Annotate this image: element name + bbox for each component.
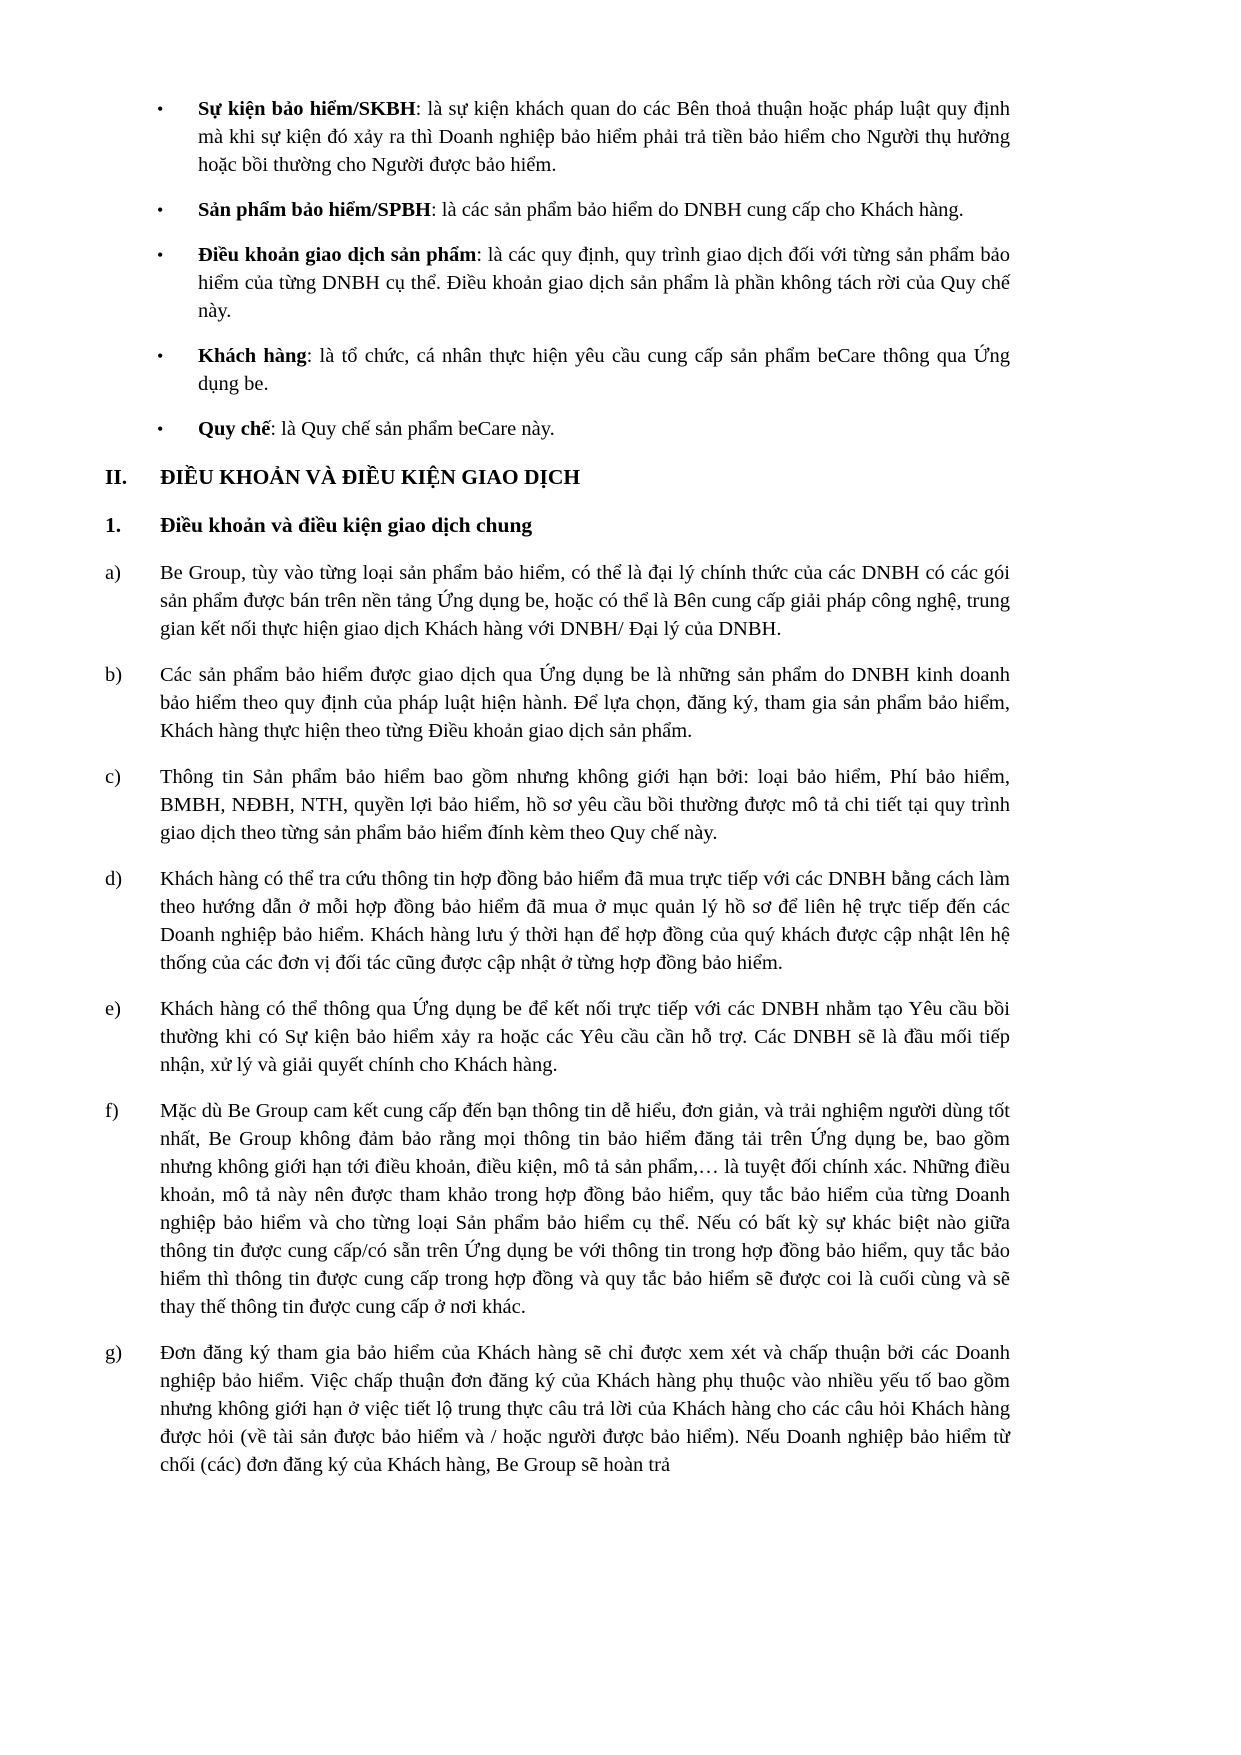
section-number: II. bbox=[105, 465, 128, 489]
clause-label: a) bbox=[105, 562, 121, 584]
clause-item-d bbox=[105, 865, 1010, 977]
clause-item-b bbox=[105, 661, 1010, 745]
definition-text: : là tổ chức, cá nhân thực hiện yêu cầu cung cấp sản phẩm beCare thông qua Ứng dụng be. bbox=[198, 345, 1010, 395]
subsection-heading bbox=[105, 511, 1010, 539]
definition-item-khach-hang bbox=[105, 342, 1010, 398]
subsection-title: Điều khoản và điều kiện giao dịch chung bbox=[160, 513, 533, 537]
definition-text: : là các quy định, quy trình giao dịch đối với từng sản phẩm bảo hiểm của từng DNBH cụ thể. Điều khoản giao dịch sản phẩm là phần không tách rời của Quy chế này. bbox=[198, 244, 1010, 322]
clause-item-a bbox=[105, 559, 1010, 643]
clause-text: Đơn đăng ký tham gia bảo hiểm của Khách hàng sẽ chỉ được xem xét và chấp thuận bởi các Doanh nghiệp bảo hiểm. Việc chấp thuận đơn đăng ký của Khách hàng phụ thuộc vào nhiều yếu tố bao gồm nhưng không giới hạn ở việc tiết lộ trung thực câu trả lời của Khách hàng cho các câu hỏi Khách hàng được hỏi (về tài sản được bảo hiểm và / hoặc người được bảo hiểm). Nếu Doanh nghiệp bảo hiểm từ chối (các) đơn đăng ký của Khách hàng, Be Group sẽ hoàn trả bbox=[160, 1342, 1010, 1476]
clause-label: g) bbox=[105, 1342, 123, 1364]
definition-term: Điều khoản giao dịch sản phẩm bbox=[198, 244, 477, 266]
document-content bbox=[105, 95, 1010, 1479]
clause-text: Khách hàng có thể thông qua Ứng dụng be để kết nối trực tiếp với các DNBH nhằm tạo Yêu cầu bồi thường khi có Sự kiện bảo hiểm xảy ra hoặc các Yêu cầu cần hỗ trợ. Các DNBH sẽ là đầu mối tiếp nhận, xử lý và giải quyết chính cho Khách hàng. bbox=[160, 998, 1010, 1076]
clause-text: Các sản phẩm bảo hiểm được giao dịch qua Ứng dụng be là những sản phẩm do DNBH kinh doanh bảo hiểm theo quy định của pháp luật hiện hành. Để lựa chọn, đăng ký, tham gia sản phẩm bảo hiểm, Khách hàng thực hiện theo từng Điều khoản giao dịch sản phẩm. bbox=[160, 664, 1010, 742]
bullet-icon: • bbox=[157, 419, 164, 439]
definition-item-quy-che bbox=[105, 415, 1010, 443]
definition-text: : là Quy chế sản phẩm beCare này. bbox=[270, 418, 555, 440]
clause-item-f bbox=[105, 1097, 1010, 1321]
clause-label: c) bbox=[105, 766, 121, 788]
clause-label: f) bbox=[105, 1100, 119, 1122]
bullet-icon: • bbox=[157, 245, 164, 265]
clause-text: Thông tin Sản phẩm bảo hiểm bao gồm nhưng không giới hạn bởi: loại bảo hiểm, Phí bảo hiểm, BMBH, NĐBH, NTH, quyền lợi bảo hiểm, hồ sơ yêu cầu bồi thường được mô tả chi tiết tại quy trình giao dịch theo từng sản phẩm bảo hiểm đính kèm theo Quy chế này. bbox=[160, 766, 1010, 844]
definition-term: Sản phẩm bảo hiểm/SPBH bbox=[198, 199, 431, 221]
definition-term: Quy chế bbox=[198, 418, 271, 440]
clause-label: d) bbox=[105, 868, 123, 890]
clause-item-g bbox=[105, 1339, 1010, 1479]
definition-term: Sự kiện bảo hiểm/SKBH bbox=[198, 98, 416, 120]
clause-label: e) bbox=[105, 998, 121, 1020]
definition-item-skbh bbox=[105, 95, 1010, 179]
clause-text: Khách hàng có thể tra cứu thông tin hợp đồng bảo hiểm đã mua trực tiếp với các DNBH bằng cách làm theo hướng dẫn ở mỗi hợp đồng bảo hiểm đã mua ở mục quản lý hồ sơ để liên hệ trực tiếp đến các Doanh nghiệp bảo hiểm. Khách hàng lưu ý thời hạn để hợp đồng của quý khách được cập nhật lên hệ thống của các đơn vị đối tác cũng được cập nhật ở từng hợp đồng bảo hiểm. bbox=[160, 868, 1010, 974]
definition-item-spbh bbox=[105, 196, 1010, 224]
bullet-icon: • bbox=[157, 346, 164, 366]
definition-text: : là sự kiện khách quan do các Bên thoả thuận hoặc pháp luật quy định mà khi sự kiện đó xảy ra thì Doanh nghiệp bảo hiểm phải trả tiền bảo hiểm cho Người thụ hưởng hoặc bồi thường cho Người được bảo hiểm. bbox=[198, 98, 1011, 176]
clause-item-e bbox=[105, 995, 1010, 1079]
bullet-icon: • bbox=[157, 99, 164, 119]
section-heading bbox=[105, 463, 1010, 491]
clause-text: Be Group, tùy vào từng loại sản phẩm bảo hiểm, có thể là đại lý chính thức của các DNBH có các gói sản phẩm được bán trên nền tảng Ứng dụng be, hoặc có thể là Bên cung cấp giải pháp công nghệ, trung gian kết nối thực hiện giao dịch Khách hàng với DNBH/ Đại lý của DNBH. bbox=[160, 562, 1010, 640]
clause-item-c bbox=[105, 763, 1010, 847]
section-title: ĐIỀU KHOẢN VÀ ĐIỀU KIỆN GIAO DỊCH bbox=[160, 465, 581, 489]
definition-item-dieu-khoan-giao-dich bbox=[105, 241, 1010, 325]
definition-text: : là các sản phẩm bảo hiểm do DNBH cung cấp cho Khách hàng. bbox=[430, 199, 964, 221]
subsection-number: 1. bbox=[105, 513, 122, 537]
clause-label: b) bbox=[105, 664, 123, 686]
bullet-icon: • bbox=[157, 200, 164, 220]
definition-term: Khách hàng bbox=[198, 345, 307, 367]
clause-text: Mặc dù Be Group cam kết cung cấp đến bạn thông tin dễ hiểu, đơn giản, và trải nghiệm người dùng tốt nhất, Be Group không đảm bảo rằng mọi thông tin bảo hiểm đăng tải trên Ứng dụng be, bao gồm nhưng không giới hạn tới điều khoản, điều kiện, mô tả sản phẩm,… là tuyệt đối chính xác. Những điều khoản, mô tả này nên được tham khảo trong hợp đồng bảo hiểm, quy tắc bảo hiểm của từng Doanh nghiệp bảo hiểm và cho từng loại Sản phẩm bảo hiểm cụ thể. Nếu có bất kỳ sự khác biệt nào giữa thông tin được cung cấp/có sẵn trên Ứng dụng be với thông tin trong hợp đồng bảo hiểm, quy tắc bảo hiểm thì thông tin được cung cấp trong hợp đồng và quy tắc bảo hiểm sẽ được coi là cuối cùng và sẽ thay thế thông tin được cung cấp ở nơi khác. bbox=[160, 1100, 1010, 1318]
